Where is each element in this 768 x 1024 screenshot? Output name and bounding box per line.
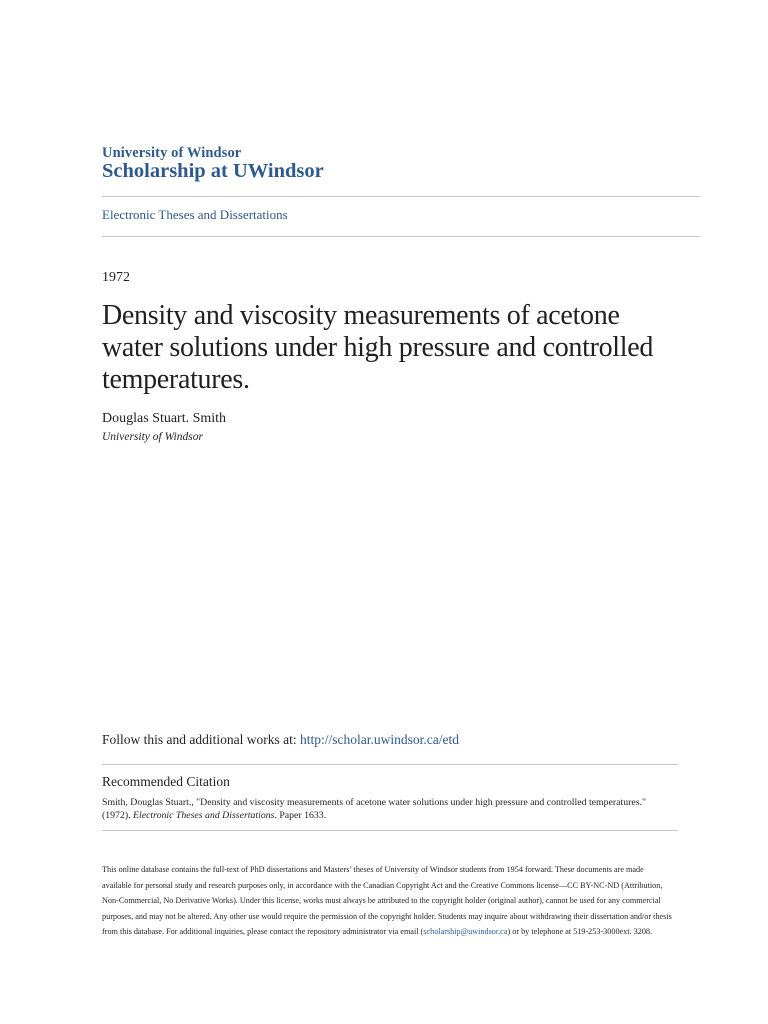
follow-prefix: Follow this and additional works at: (102, 732, 300, 747)
copyright-notice (102, 862, 672, 940)
notice-part-1: This online database contains the full-text of PhD dissertations and Masters’ theses of University of Windsor students from 1954 forward. These documents are made available for personal study and research purposes only, in accordance with the Canadian Copyright Act and the Creative Commons license—CC BY-NC-ND (Attribution, Non-Commercial, No Derivative Works). Under this license, works must always be attributed to the copyright holder (original author), cannot be used for any commercial purposes, and may not be altered. Any other use would require the permission of the copyright holder. Students may inquire about withdrawing their dissertation and/or thesis from this database. For additional inquiries, please contact the repository administrator via email ( (102, 865, 672, 936)
follow-link[interactable]: http://scholar.uwindsor.ca/etd (300, 732, 459, 747)
institution-name: University of Windsor (102, 145, 242, 161)
follow-line (102, 732, 459, 748)
citation-series: Electronic Theses and Dissertations (133, 810, 275, 821)
header-divider-bottom (102, 236, 700, 237)
document-title: Density and viscosity measurements of acetone water solutions under high pressure and controlled temperatures. (102, 300, 654, 395)
citation-part-2: . Paper 1633. (274, 810, 327, 821)
citation-text (102, 796, 662, 822)
notice-email-link[interactable]: scholarship@uwindsor.ca (423, 927, 508, 936)
citation-heading: Recommended Citation (102, 774, 230, 789)
publication-year: 1972 (102, 270, 130, 285)
collection-link[interactable]: Electronic Theses and Dissertations (102, 207, 288, 222)
citation-divider-bottom (102, 830, 678, 831)
notice-part-2: ) or by telephone at 519-253-3000ext. 3208. (507, 927, 653, 936)
citation-divider-top (102, 764, 678, 765)
author-name: Douglas Stuart. Smith (102, 411, 227, 426)
author-affiliation: University of Windsor (102, 431, 203, 443)
repository-name: Scholarship at UWindsor (102, 160, 324, 182)
citation-part-1: Smith, Douglas Stuart., "Density and viscosity measurements of acetone water solutions under high pressure and controlled temperatures." (1972). (102, 797, 646, 821)
header-divider-top (102, 196, 700, 197)
